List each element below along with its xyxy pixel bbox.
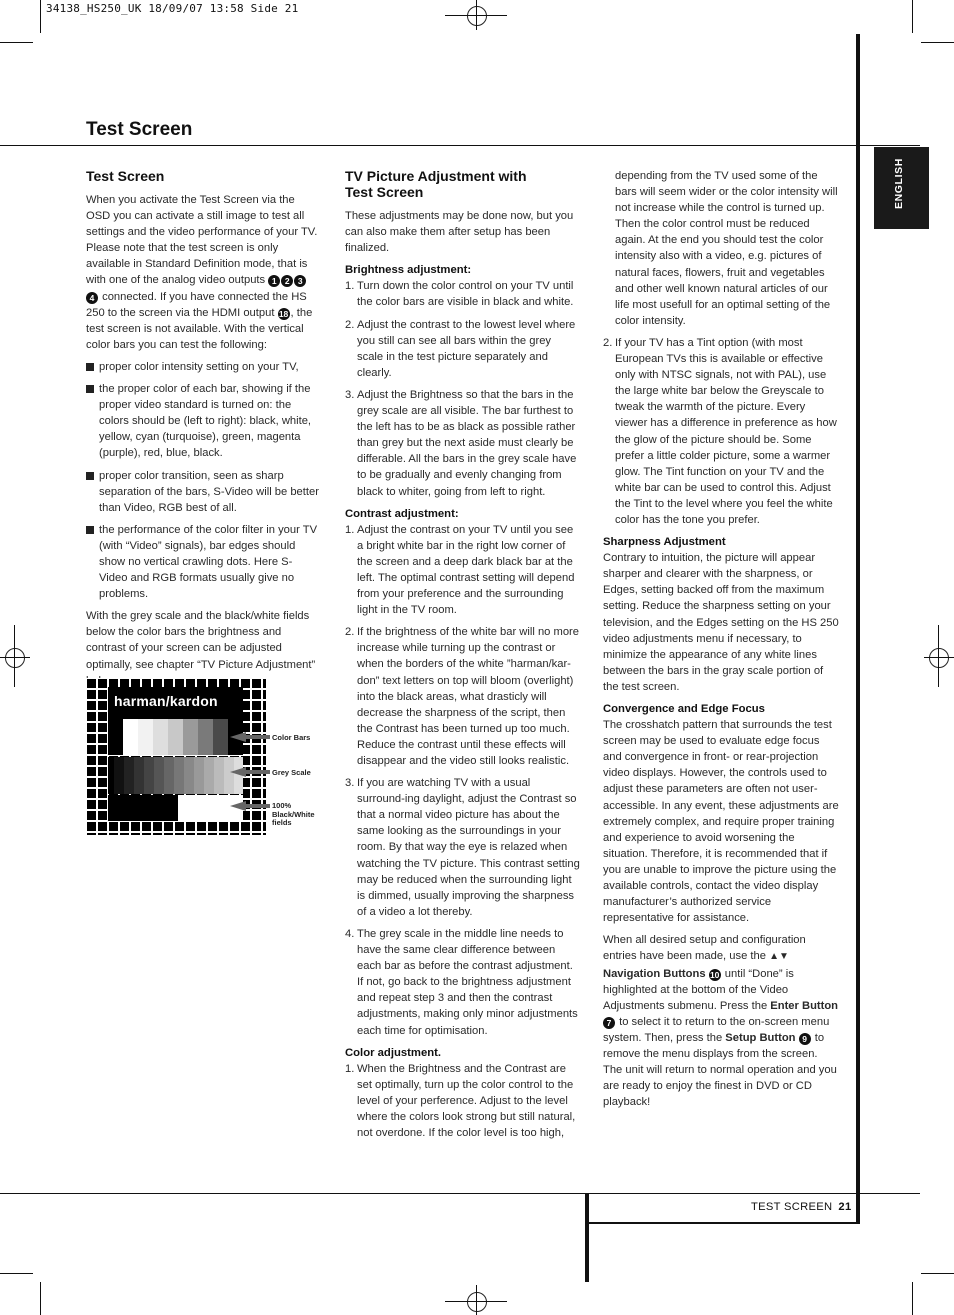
setup-button-number-icon: 9 xyxy=(799,1033,811,1045)
black-white-fields xyxy=(108,795,243,821)
right-vertical-rule xyxy=(856,34,860,1224)
nav-button-number-icon: 10 xyxy=(709,969,720,980)
section-heading: TV Picture Adjustment with Test Screen xyxy=(345,168,527,200)
list-item: 3. Adjust the Brightness so that the bars in the grey scale are all visible. The bar furthest to the left has to be as black as possible rather than grey but the next aside must clearly be differable. All the bars in the grey scale have to be gradually and evenly changing from black to whiter, going from left to right. xyxy=(345,388,577,498)
subheading-contrast: Contrast adjustment: xyxy=(345,507,459,520)
page-footer xyxy=(751,1201,851,1213)
language-tab-label: ENGLISH xyxy=(893,158,905,209)
list-item: 4. The grey scale in the middle line needs to have the same clear difference between each bar as before the contrast adjustment. If not, go back to the brightness adjustment and repeat step 3 and then the contrast adjustments, making only minor adjustments each time for optimisation. xyxy=(345,927,578,1037)
list-item: 2. If your TV has a Tint option (with most European TVs this is available or effective only with NTSC signals, not with PAL), use the large white bar below the Greyscale to tweak the warmth of the picture. Every viewer has a difference in preference as how the glow of the picture should be. Some prefer a little colder picture, some a warmer glow. The Tint function on your TV and the white bar can be used to control this. Adjust the Tint to the level where you feel the white color has the tone you prefer. xyxy=(603,336,837,526)
output-number-icon: 2 xyxy=(281,275,293,287)
convergence-paragraph: The crosshatch pattern that surrounds the test screen may be used to evaluate edge focus and convergence in front- or rear-projection video displays. However, the controls used to adjust these parameters are often not user-accessible. In any event, these adjustments are extremely complex, and require proper training and experience to avoid worsening the situation. Therefore, it is recommended that if you are unable to improve the picture using the available controls, contact the video display manufacturer’s authorized service representative for assistance. xyxy=(603,719,839,925)
crop-mark xyxy=(0,657,30,658)
list-item: 1. When the Brightness and the Contrast are set optimally, turn up the color control to the level of your perference. Adjust to the level where the colors look strong but still natural, not overdone. If the color level is too high, xyxy=(345,1062,576,1140)
language-tab xyxy=(874,147,929,229)
crop-mark xyxy=(40,1282,41,1315)
crop-mark xyxy=(938,625,939,687)
intro-text: When you activate the Test Screen via the OSD you can activate a still image to test all settings and the video performance of your TV. Please note that the test screen is only available in Standard Definition mode, that is with one of the analog video outputs xyxy=(86,194,318,287)
page-number: 21 xyxy=(838,1201,852,1213)
crop-mark xyxy=(476,1285,477,1315)
page-title: Test Screen xyxy=(86,119,193,140)
grey-scale xyxy=(108,757,243,794)
column-2 xyxy=(345,168,580,1147)
output-number-icon: 4 xyxy=(86,292,98,304)
intro-paragraph: These adjustments may be done now, but you can also make them after setup has been finalized. xyxy=(345,210,574,255)
bullet-item: proper color transition, seen as sharp separation of the bars, S-Video will be better than Video, RGB best of all. xyxy=(86,468,320,516)
grey-scale-label: Grey Scale xyxy=(272,768,311,777)
footer-section-name: TEST SCREEN xyxy=(751,1201,833,1213)
enter-button-number-icon: 7 xyxy=(603,1017,615,1029)
enter-button-label: Enter Button xyxy=(770,999,839,1012)
column-1 xyxy=(86,168,320,695)
output-number-icon: 3 xyxy=(294,275,306,287)
subheading-color: Color adjustment. xyxy=(345,1046,442,1059)
column-3 xyxy=(603,168,839,1116)
subheading-convergence: Convergence and Edge Focus xyxy=(603,703,765,715)
crop-mark xyxy=(912,1282,913,1315)
black-white-label: 100% Black/White fields xyxy=(272,801,315,827)
bullet-item: the proper color of each bar, showing if the proper video standard is turned on: the colors should be (left to right): black, white, yellow, cyan (turquoise), green, magenta (purple), red, blue, black. xyxy=(86,381,320,461)
registration-mark-icon xyxy=(467,1292,487,1312)
list-item: 1. Turn down the color control on your TV until the color bars are visible in black and white. xyxy=(345,280,574,309)
list-item-continued: depending from the TV used some of the bars will seem wider or the color intensity will not increase while the control is turned up. Then the color control must be reduced again. At the end you should test the color intensity also with a video, e.g. pictures of natural faces, flowers, fruit and vegetables and other well known natural articles of our life most usefull for an optimal setting of the color intensity. xyxy=(615,170,838,327)
registration-mark-icon xyxy=(467,6,487,26)
arrow-up-down-icon: ▲▼ xyxy=(769,951,789,963)
list-item: 1. Adjust the contrast on your TV until you see a bright white bar in the right low corner of the screen and a deep dark black bar at the left. The optimal contrast setting will depend from your preference and the surrounding light in the TV room. xyxy=(345,523,575,617)
crop-mark xyxy=(40,0,41,33)
subheading-brightness: Brightness adjustment: xyxy=(345,264,472,277)
color-bars xyxy=(108,719,243,755)
bullet-item: the performance of the color filter in your TV (with “Video” signals), bar edges should show no vertical crawling dots. Here S-Video and RGB formats usually give no problems. xyxy=(86,522,320,602)
subheading-sharpness: Sharpness Adjustment xyxy=(603,536,726,549)
output-number-icon: 1 xyxy=(268,275,280,287)
nav-buttons-label: Navigation Buttons xyxy=(603,967,706,980)
intro-text: connected. If you have connected the HS 250 to the screen via the HDMI output xyxy=(86,290,307,319)
print-slug: 34138_HS250_UK 18/09/07 13:58 Side 21 xyxy=(46,2,299,15)
crop-mark xyxy=(0,1273,33,1274)
footer-rule xyxy=(0,1193,920,1194)
outro-paragraph: With the grey scale and the black/white fields below the color bars the brightness and contrast of your screen can be adjusted optimally, see chapter “TV Picture Adjustment” xyxy=(86,610,316,671)
footer-vertical-rule xyxy=(585,1193,589,1282)
crop-mark xyxy=(445,1301,507,1302)
crop-mark xyxy=(921,1273,954,1274)
test-screen-figure xyxy=(86,678,321,835)
hdmi-output-number-icon: 18 xyxy=(278,308,289,319)
list-item: 3. If you are watching TV with a usual surround-ing daylight, adjust the Contrast so that a normal video picture has about the same looking as the surroundings in your room. By that way the eye is relazed when watching the TV picture. This contrast setting may be reduced when the surrounding light is dimmed, usually improving the sharpness of a video a lot thereby. xyxy=(345,777,580,918)
logo-text: harman/kardon xyxy=(114,693,218,709)
crop-mark xyxy=(912,0,913,33)
bullet-item: proper color intensity setting on your TV, xyxy=(86,359,320,375)
color-bars-label: Color Bars xyxy=(272,733,311,742)
crop-mark xyxy=(924,657,954,658)
intro-text: , the test screen is not available. With the vertical color bars you can test the following: xyxy=(86,306,313,351)
list-item: 2. If the brightness of the white bar will no more increase while turning up the contrast or when the borders of the white ”harman/kar-don” text letters on top will bloom (overlight) into the black areas, what drasticly will decrease the sharpness of the script, then the Contrast has been turned up too much. Reduce the contrast until these effects will disappear and the video still looks realistic. xyxy=(345,626,579,767)
sharpness-paragraph: Contrary to intuition, the picture will appear sharper and clearer with the sharpness, or Edges, setting backed off from the maximum setting. Reduce the sharpness setting on your television, and the Edges setting on the HS 250 video adjustments menu if necessary, to minimize the appearance of any white lines between the bars in the gray scale portion of the test screen. xyxy=(603,552,839,693)
registration-mark-icon xyxy=(929,648,949,668)
final-paragraph: When all desired setup and configuration entries have been made, use the ▲▼ Navigation Buttons 10 until “Done” is highlighted at the bottom of the Video Adjustments submenu. Press the Enter Button 7 to select it to return to the on-screen menu system. Then, press the Setup Button 9 to remove the menu displays from the screen. The unit will return to normal operation and you are ready to enjoy the finest in DVD or CD playback! xyxy=(603,934,839,1109)
crop-mark xyxy=(921,42,954,43)
crop-mark xyxy=(14,625,15,687)
crop-mark xyxy=(445,15,507,16)
header-rule xyxy=(0,145,920,146)
footer-bottom-rule xyxy=(588,1222,860,1224)
registration-mark-icon xyxy=(5,648,25,668)
intro-paragraph xyxy=(86,192,320,353)
crop-mark xyxy=(0,42,33,43)
section-heading: Test Screen xyxy=(86,168,165,184)
list-item: 2. Adjust the contrast to the lowest level where you still can see all bars within the grey scale in the test picture separately and clearly. xyxy=(345,318,576,379)
setup-button-label: Setup Button xyxy=(725,1031,796,1044)
